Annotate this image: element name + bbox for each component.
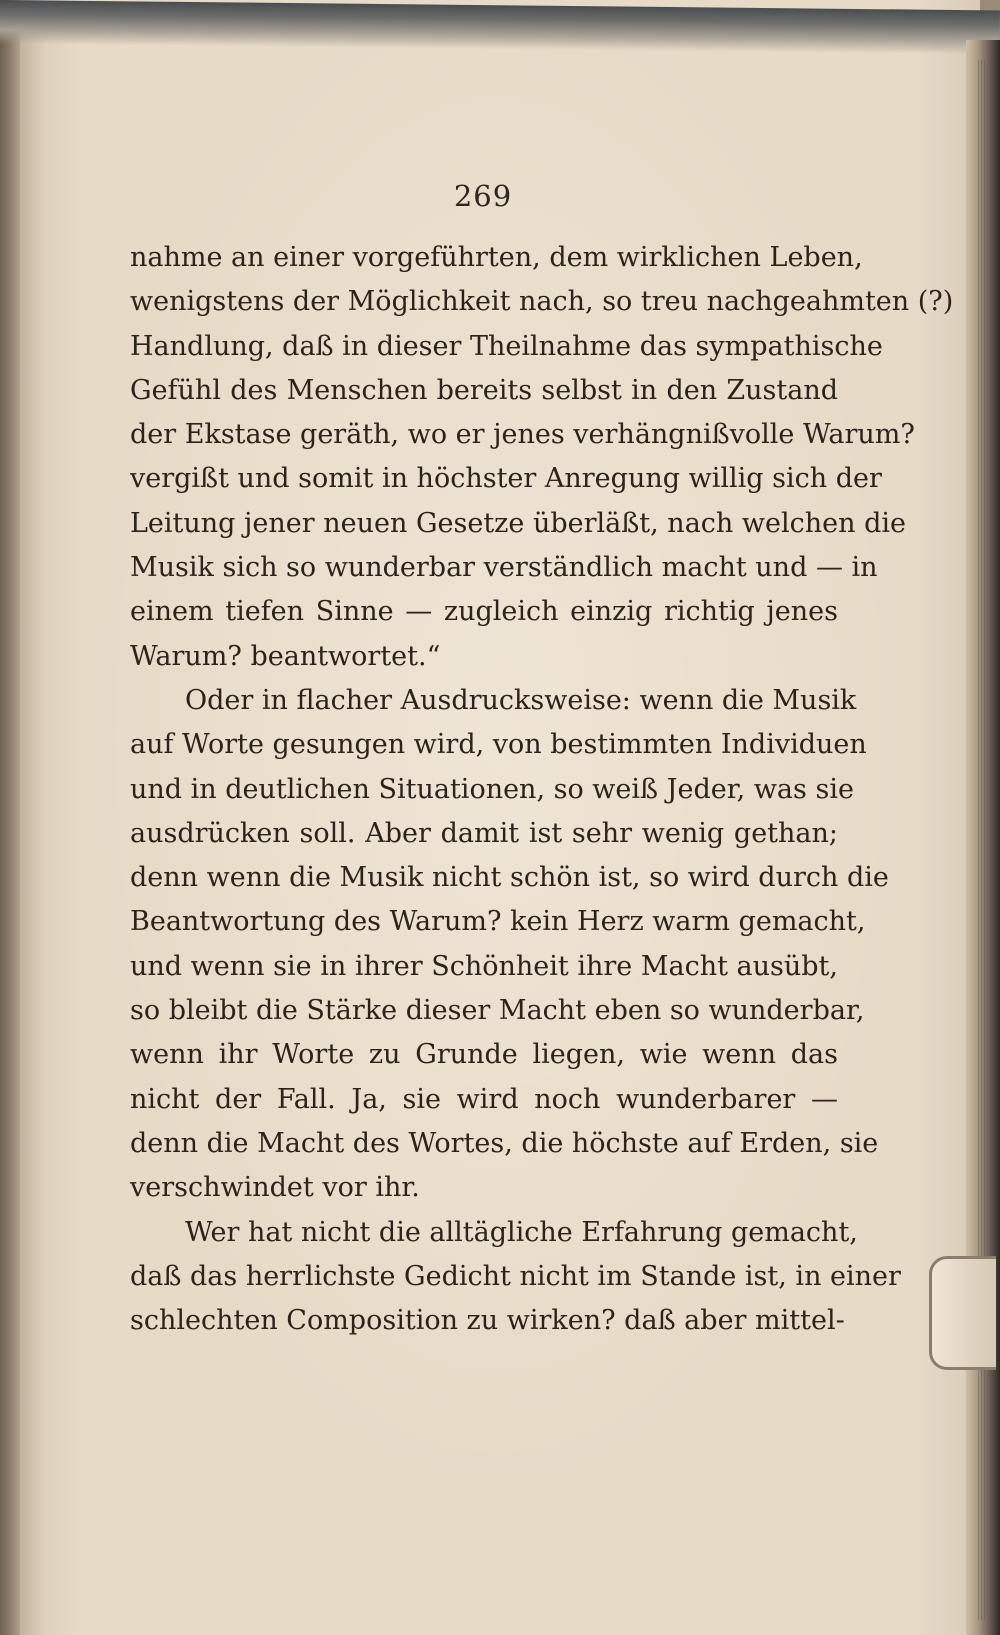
- text-line: daß das herrlichste Gedicht nicht im Stande ist, in einer: [130, 1260, 901, 1292]
- book-left-edge: [0, 0, 20, 1635]
- text-line: denn wenn die Musik nicht schön ist, so wird durch die: [130, 862, 889, 894]
- text-line: und in deutlichen Situationen, so weiß Jeder, was sie: [130, 773, 854, 805]
- text-line: vergißt und somit in höchster Anregung willig sich der: [130, 463, 882, 495]
- text-line: wenn ihr Worte zu Grunde liegen, wie wenn das: [130, 1039, 838, 1071]
- text-line: Oder in flacher Ausdrucksweise: wenn die Musik: [185, 684, 857, 716]
- text-line: so bleibt die Stärke dieser Macht eben so wunderbar,: [130, 995, 865, 1027]
- page-body-text: [130, 236, 954, 1343]
- page-stack-lines: [978, 60, 986, 1620]
- text-line: Handlung, daß in dieser Theilnahme das sympathische: [130, 330, 883, 362]
- text-line: der Ekstase geräth, wo er jenes verhängnißvolle Warum?: [130, 419, 915, 451]
- text-line: Leitung jener neuen Gesetze überläßt, nach welchen die: [130, 507, 906, 539]
- text-line: einem tiefen Sinne — zugleich einzig richtig jenes: [130, 596, 838, 628]
- text-line: und wenn sie in ihrer Schönheit ihre Macht ausübt,: [130, 950, 838, 982]
- page-paper: [18, 0, 980, 1635]
- text-line: ausdrücken soll. Aber damit ist sehr wenig gethan;: [130, 817, 838, 849]
- text-line: denn die Macht des Wortes, die höchste auf Erden, sie: [130, 1127, 879, 1159]
- text-line: wenigstens der Möglichkeit nach, so treu nachgeahmten (?): [130, 286, 954, 318]
- text-line: Warum? beantwortet.“: [130, 640, 441, 672]
- text-line: Beantwortung des Warum? kein Herz warm gemacht,: [130, 906, 866, 938]
- text-line: nicht der Fall. Ja, sie wird noch wunderbarer —: [130, 1083, 838, 1115]
- page-tab-marker: [929, 1256, 996, 1370]
- text-line: verschwindet vor ihr.: [130, 1172, 420, 1204]
- text-line: Musik sich so wunderbar verständlich macht und — in: [130, 552, 878, 584]
- page-number: 269: [453, 179, 513, 213]
- text-line: schlechten Composition zu wirken? daß aber mittel-: [130, 1305, 845, 1337]
- text-line: Gefühl des Menschen bereits selbst in den Zustand: [130, 374, 838, 406]
- text-line: auf Worte gesungen wird, von bestimmten Individuen: [130, 729, 867, 761]
- text-line: nahme an einer vorgeführten, dem wirklichen Leben,: [130, 242, 863, 273]
- text-line: Wer hat nicht die alltägliche Erfahrung gemacht,: [185, 1216, 858, 1248]
